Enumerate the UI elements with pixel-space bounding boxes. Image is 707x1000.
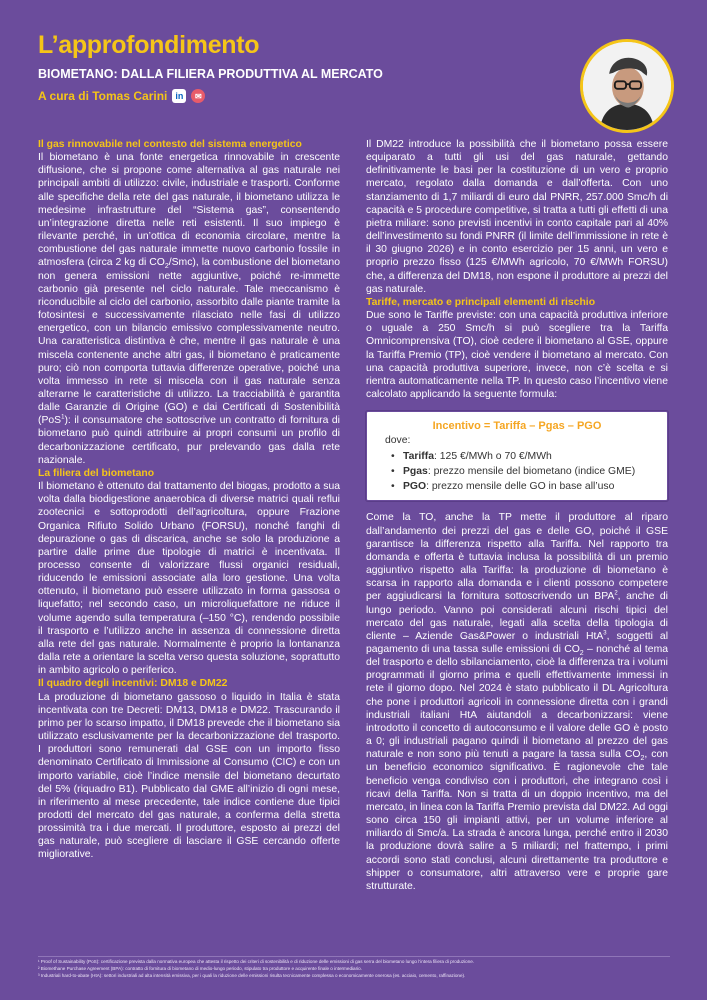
footnotes xyxy=(38,959,678,979)
author-row xyxy=(38,87,578,105)
formula-box xyxy=(366,411,668,501)
formula-item-pgas: • Pgas: prezzo mensile del biometano (indice GME) xyxy=(391,464,657,479)
section-title-filiera: La filiera del biometano xyxy=(38,467,155,479)
formula-dove-label: dove: xyxy=(385,435,411,447)
right-column xyxy=(366,138,668,893)
footnote-divider xyxy=(38,956,670,957)
author-portrait-illustration xyxy=(583,42,671,130)
author-avatar xyxy=(580,39,674,133)
section-title-tariffe: Tariffe, mercato e principali elementi di rischio xyxy=(366,296,596,308)
header xyxy=(38,30,578,105)
formula-definitions xyxy=(391,449,657,494)
section-title-gas-rinnovabile: Il gas rinnovabile nel contesto del sistema energetico xyxy=(38,139,302,150)
footnote-3: ³ Industriali hard-to-abate (HtA): settori industriali ad alta intensità emissiva, per i quali la riduzione delle emissioni risulta tecnicamente complessa o economicamente onerosa (es. acciaio, cemento, raffinazione). xyxy=(38,972,466,978)
left-column xyxy=(38,138,340,862)
paragraph-mercato-rischi: Come la TO, anche la TP mette il produttore al riparo dall’andamento dei prezzi del gas e delle GO, poiché il GSE garantisce la differenza rispetto alla Tariffa. Nel rapporto tra domanda e offerta è tuttavia inclusa la possibilità di un premio aggiuntivo rispetto alla Tariffa: la produzione di biometano è scarsa in rapporto alla domanda e i clienti possono competere per aggiudicarsi la fornitura sottoscrivendo un BPA$^2$, anche di lungo periodo. Vanno poi considerati alcuni rischi tipici del mercato del gas naturale, legati alla scelta della tipologia di cliente – Aziende Gas&Power o industriali HtA$^3$, soggetti al pagamento di una tassa sulle emissioni di $CO_2$ – nonché al tema del trasporto e dello sbilanciamento, cioè la differenza tra i volumi programmati il giorno prima e quelli effettivamente immessi in rete il giorno dopo. Nel 2024 è stato pubblicato il DL Agricoltura che pone i produttori agricoli in connessione diretta con i grandi industriali italiani HtA aiutandoli a decarbonizzarsi: viene introdotto il concetto di autoconsumo e il valore delle GO è posto a 0; gli industriali pagano quindi il biometano al prezzo del gas naturale e non sono più tenuti a pagare la tassa sulla $CO_2$, con un beneficio economico significativo. È ragionevole che tale beneficio venga condiviso con i produttori, che integrano così i ricavi della Tariffa. Non si tratta di un doppio incentivo, ma del mercato, in linea con la Tariffa Premio prevista dal DM22. Ad oggi sono circa 150 gli impianti attivi, per un volume inferiore al miliardo di Smc/a. La strada è ancora lunga, perché entro il 2030 la produzione dovrà salire a 5 miliardi; nel frattempo, i primi accordi sono stati conclusi, alcuni direttamente tra produttore e shipper o consumatore, altri attraverso vere e proprie gare strutturate. xyxy=(366,512,669,892)
paragraph-dm22: Il DM22 introduce la possibilità che il biometano possa essere equiparato a tutti gli usi del gas naturale, gettando definitivamente le basi per la costituzione di un vero e proprio mercato, regolato dalla domanda e dall’offerta. Con uno stanziamento di 1,7 miliardi di euro dal PNRR, 257.000 Smc/h di capacità e 5 procedure competitive, si tratta a tutti gli effetti di una pietra miliare: sono previsti incentivi in conto capitale pari al 40% dell’investimento su fondi PNRR (il limite dell’immissione in rete è il 30 giugno 2026) e in conto esercizio per 15 anni, un vero e proprio prezzo fisso (125 €/MWh agricolo, 70 €/MWh FORSU) che, a differenza del DM18, non espone il produttore ai prezzi del gas naturale. xyxy=(366,139,668,295)
formula-item-pgo: • PGO: prezzo mensile delle GO in base all’uso xyxy=(391,479,657,494)
formula-item-tariffa: • Tariffa: 125 €/MWh o 70 €/MWh xyxy=(391,449,657,464)
paragraph-gas-rinnovabile: Il biometano è una fonte energetica rinnovabile in crescente diffusione, che si propone come alternativa al gas naturale nei principali ambiti di utilizzo: civile, industriale e trasporti. Conforme alle specifiche della rete del gas naturale, il biometano utilizza le medesime infrastrutture del “Sistema gas”, consentendo un’integrazione diretta nelle reti esistenti. Il suo impiego è rilevante perché, in un’ottica di economia circolare, mentre la combustione del gas naturale immette nuovo carbonio fossile in atmosfera (circa 2 kg di $CO_2/Smc$), la combustione del biometano non genera emissioni nette aggiuntive, poiché re-immette carbonio già presente nel ciclo naturale. Tale meccanismo è riconducibile al ciclo del carbonio, assorbito dalle piante tramite la fotosintesi e successivamente rilasciato nelle fasi di utilizzo energetico, con un bilancio emissivo complessivamente neutro. Una caratteristica distintiva è che, mentre il gas naturale è una miscela contenente anche altri gas, il biometano è praticamente puro; ciò non comporta tuttavia differenze operative, poiché una volta immesso in rete si miscela con il gas naturale senza alterarne le caratteristiche di utilizzo. La tracciabilità è garantita dalle Garanzie di Origine (GO) e dai Certificati di Sostenibilità (PoS$^1$): il consumatore che sottoscrive un contratto di fornitura di biometano può quindi attribuire ai propri consumi un profilo di decarbonizzazione certificato, pur prelevando gas dalla rete nazionale. xyxy=(38,152,340,466)
paragraph-tariffe: Due sono le Tariffe previste: con una capacità produttiva inferiore o uguale a 250 Smc/h si può scegliere tra la Tariffa Omnicomprensiva (TO), cioè cedere il biometano al GSE, oppure la Tariffa Premio (TP), cioè vendere il biometano al mercato. Con una capacità produttiva superiore, invece, non c’è scelta e si rientra automaticamente nella TP. In questo caso l’incentivo viene calcolato applicando la seguente formula: xyxy=(366,310,668,400)
footnote-1: ¹ Proof of Sustainability (PoS): certificazione prevista dalla normativa europea che attesta il rispetto dei criteri di sostenibilità e di riduzione delle emissioni di gas serra del biometano lungo l’intera filiera di produzione. xyxy=(38,959,475,964)
section-title-incentivi: Il quadro degli incentivi: DM18 e DM22 xyxy=(38,678,228,690)
linkedin-icon[interactable]: in xyxy=(172,89,186,103)
formula-title: Incentivo = Tariffa – Pgas – PGO xyxy=(432,420,602,433)
page-title: L’approfondimento xyxy=(38,31,260,59)
mail-icon[interactable]: ✉ xyxy=(191,89,205,103)
paragraph-incentivi: La produzione di biometano gassoso o liquido in Italia è stata incentivata con tre Decreti: DM13, DM18 e DM22. Trascurando il primo per lo scarso impatto, il DM18 prevede che il biometano sia utilizzato esclusivamente per la decarbonizzazione del trasporto. I produttori sono remunerati dal GSE con un importo fisso denominato Certificato di Immissione al Consumo (CIC) e con un importo variabile, cioè l’indice mensile del biometano decurtato del 5% (riquadro B1). Pubblicato dal GME all’inizio di ogni mese, in riferimento al mese precedente, tale indice contiene due tipici prodotti del mercato del gas naturale, a conferma della stretta prossimità tra i due mercati. Il produttore, esposto ai prezzi del gas naturale, può scegliere di lasciare il GSE cercando offerte migliorative. xyxy=(38,691,340,861)
paragraph-filiera: Il biometano è ottenuto dal trattamento del biogas, prodotto a sua volta dalla biodigestione anaerobica di diverse matrici quali reflui zootecnici e sottoprodotti dell’agricoltura, oppure Frazione Organica Rifiuto Solido Urbano (FORSU), nonché fanghi di depurazione o gas di discarica, anche se solo la produzione a partire dalle prime due tipologie di matrici è incentivata. Il processo consente di valorizzare flussi organici residuali, riducendo le emissioni associate alla loro gestione. Una volta ottenuto, il biometano può essere utilizzato in forma gassosa o liquefatto; nel secondo caso, un microliquefattore ne riduce il volume agendo sulla temperatura (–150 °C), rendendo possibile il trasporto e l’utilizzo anche in assenza di connessione diretta alla rete del gas naturale. Normalmente è proprio la lontananza dalla rete a orientare la scelta verso questa soluzione, soprattutto in ambito agricolo o periferico. xyxy=(38,481,340,677)
author-byline: A cura di Tomas Carini xyxy=(38,89,168,103)
footnote-2: ² Biomethane Purchase Agreement (BPA): contratto di fornitura di biometano di medio-lungo periodo, stipulato tra produttore e acquirente finale o intermediario. xyxy=(38,965,362,971)
article-subtitle: BIOMETANO: DALLA FILIERA PRODUTTIVA AL MERCATO xyxy=(38,67,383,81)
